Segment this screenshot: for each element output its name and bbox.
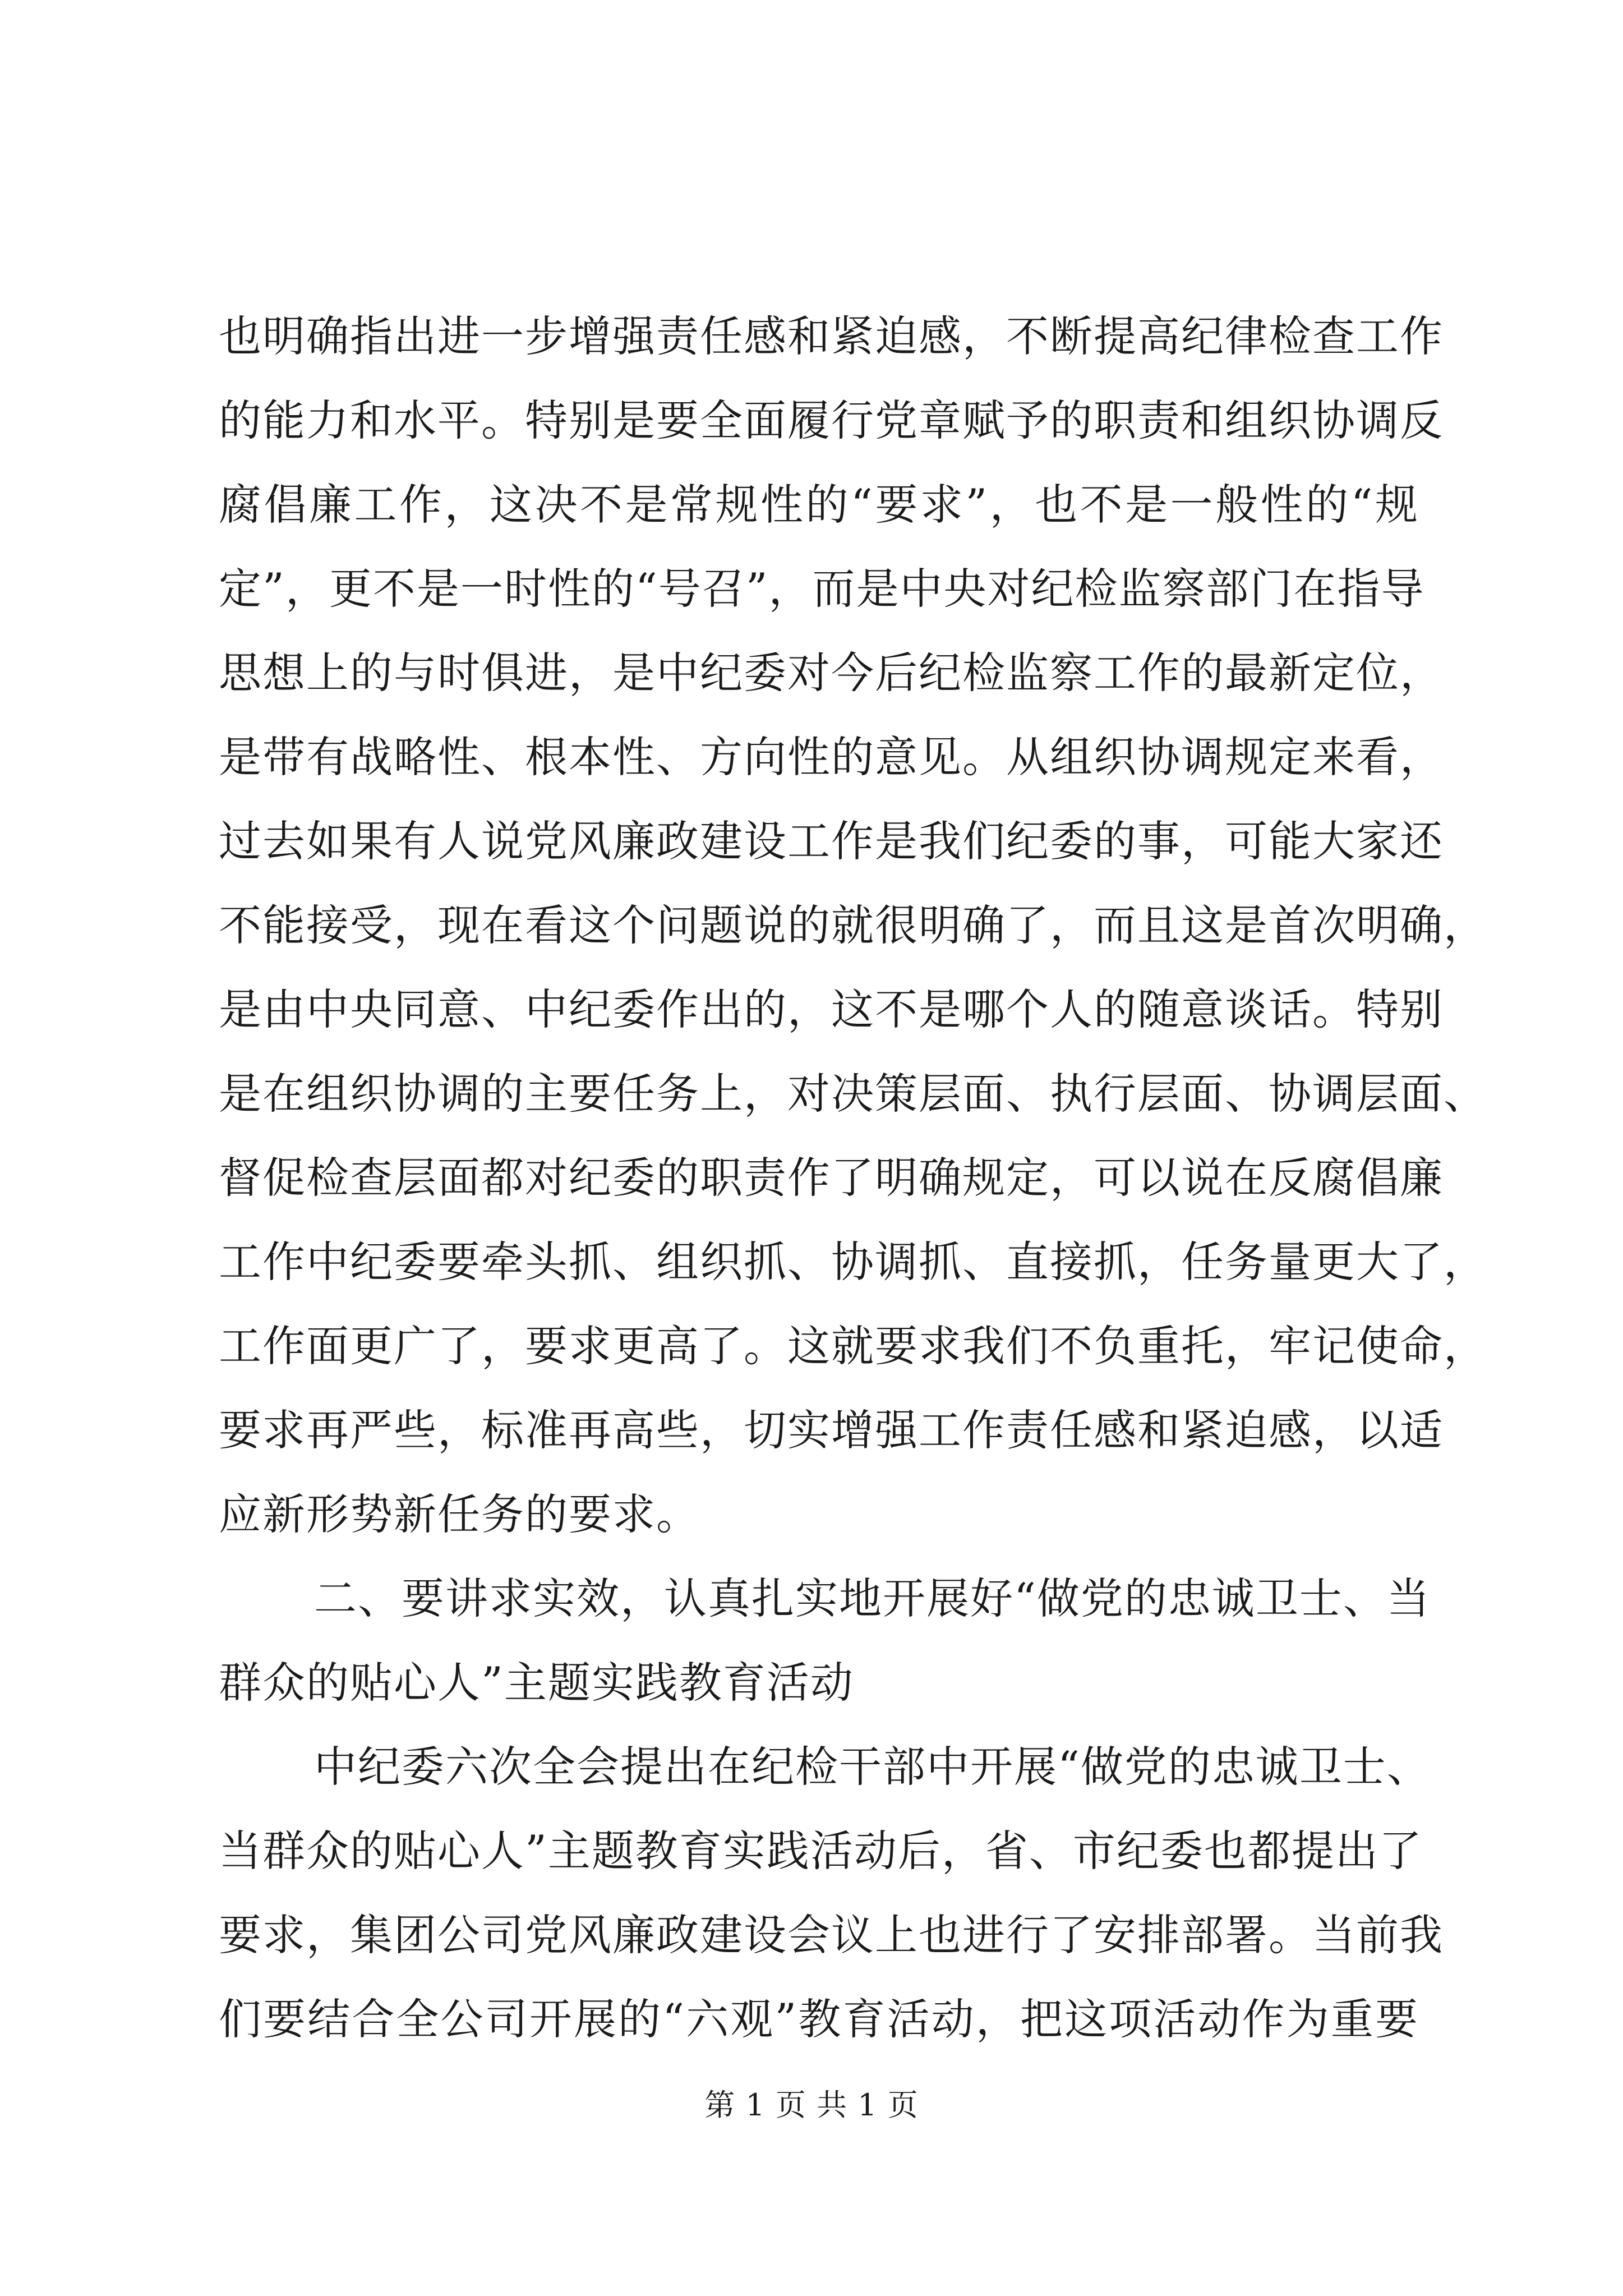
- text-line: 是在组织协调的主要任务上，对决策层面、执行层面、协调层面、: [219, 1069, 1487, 1119]
- text-line: 过去如果有人说党风廉政建设工作是我们纪委的事，可能大家还: [219, 816, 1444, 866]
- text-line: 思想上的与时俱进，是中纪委对今后纪检监察工作的最新定位，: [219, 648, 1444, 698]
- text-line: 腐倡廉工作，这决不是常规性的“要求”，也不是一般性的“规: [219, 480, 1419, 530]
- text-line: 们要结合全公司开展的“六观”教育活动，把这项活动作为重要: [219, 1994, 1419, 2044]
- document-body: [219, 295, 1487, 2062]
- text-line: 工作面更广了，要求更高了。这就要求我们不负重托，牢记使命，: [219, 1321, 1487, 1371]
- text-line: 应新形势新任务的要求。: [219, 1489, 700, 1539]
- text-line: 是由中央同意、中纪委作出的，这不是哪个人的随意谈话。特别: [219, 984, 1444, 1034]
- text-line: 群众的贴心人”主题实践教育活动: [219, 1658, 854, 1708]
- text-line: 工作中纪委要牵头抓、组织抓、协调抓、直接抓，任务量更大了，: [219, 1237, 1487, 1287]
- text-line: 督促检查层面都对纪委的职责作了明确规定，可以说在反腐倡廉: [219, 1153, 1444, 1203]
- text-line: 要求，集团公司党风廉政建设会议上也进行了安排部署。当前我: [219, 1910, 1444, 1960]
- text-line: 二、要讲求实效，认真扎实地开展好“做党的忠诚卫士、当: [314, 1573, 1431, 1623]
- text-line: 要求再严些，标准再高些，切实增强工作责任感和紧迫感，以适: [219, 1405, 1444, 1455]
- text-line: 不能接受，现在看这个问题说的就很明确了，而且这是首次明确，: [219, 900, 1487, 950]
- text-line: 中纪委六次全会提出在纪检干部中开展“做党的忠诚卫士、: [314, 1742, 1431, 1792]
- text-line: 也明确指出进一步增强责任感和紧迫感，不断提高纪律检查工作: [219, 311, 1444, 361]
- text-line: 的能力和水平。特别是要全面履行党章赋予的职责和组织协调反: [219, 395, 1444, 445]
- page-footer: 第 1 页 共 1 页: [704, 2087, 919, 2123]
- text-line: 是带有战略性、根本性、方向性的意见。从组织协调规定来看，: [219, 732, 1444, 782]
- text-line: 当群众的贴心人”主题教育实践活动后，省、市纪委也都提出了: [219, 1826, 1423, 1876]
- text-line: 定”，更不是一时性的“号召”，而是中央对纪检监察部门在指导: [219, 564, 1425, 614]
